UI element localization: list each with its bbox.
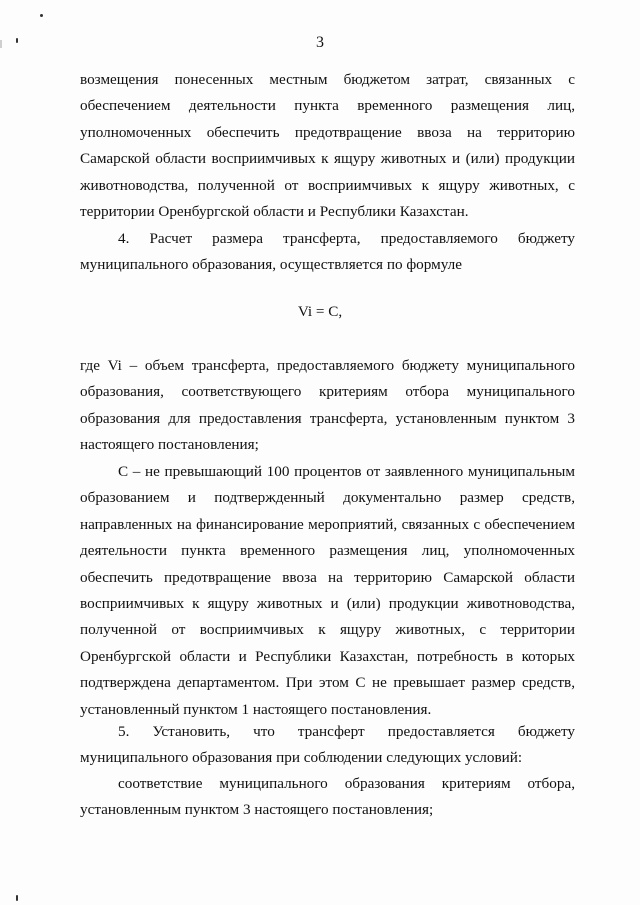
paragraph-c-definition: [80, 459, 575, 723]
paragraph-condition: [80, 771, 575, 824]
paragraph-text: соответствие муниципального образования критериям отбора, установленным пунктом 3 настоящего постановления;: [80, 775, 575, 819]
paragraph-text: где Vi – объем трансферта, предоставляемого бюджету муниципального образования, соответствующего критериям отбора муниципального образования для предоставления трансферта, установленным пунктом 3 настоящего постановления;: [80, 357, 575, 454]
scan-speck: [16, 895, 18, 901]
paragraph-text: 5. Установить, что трансферт предоставляется бюджету муниципального образования при соблюдении следующих условий:: [80, 723, 575, 767]
paragraph-text: C – не превышающий 100 процентов от заявленного муниципальным образованием и подтвержденный документально размер средств, направленных на финансирование мероприятий, связанных с обеспечением деятельности пункта временного размещения лиц, уполномоченных обеспечить предотвращение ввоза на территорию Самарской области восприимчивых к ящуру животных и (или) продукции животноводства, полученной от восприимчивых к ящуру животных, с территории Оренбургской области и Республики Казахстан, потребность в которых подтверждена департаментом. При этом C не превышает размер средств, установленный пунктом 1 настоящего постановления.: [80, 463, 575, 718]
paragraph-text: 4. Расчет размера трансферта, предоставляемого бюджету муниципального образования, осуществляется по формуле: [80, 230, 575, 274]
scan-speck: [40, 14, 43, 17]
paragraph-item-5: [80, 719, 575, 772]
paragraph-text: возмещения понесенных местным бюджетом затрат, связанных с обеспечением деятельности пункта временного размещения лиц, уполномоченных обеспечить предотвращение ввоза на территорию Самарской области восприимчивых к ящуру животных и (или) продукции животноводства, полученной от восприимчивых к ящуру животных, с территории Оренбургской области и Республики Казахстан.: [80, 71, 575, 221]
formula: Vi = C,: [297, 303, 343, 320]
paragraph-continuation: [80, 67, 575, 225]
paragraph-item-4: [80, 226, 575, 279]
paragraph-where-vi: [80, 353, 575, 459]
page-number: 3: [316, 34, 324, 51]
